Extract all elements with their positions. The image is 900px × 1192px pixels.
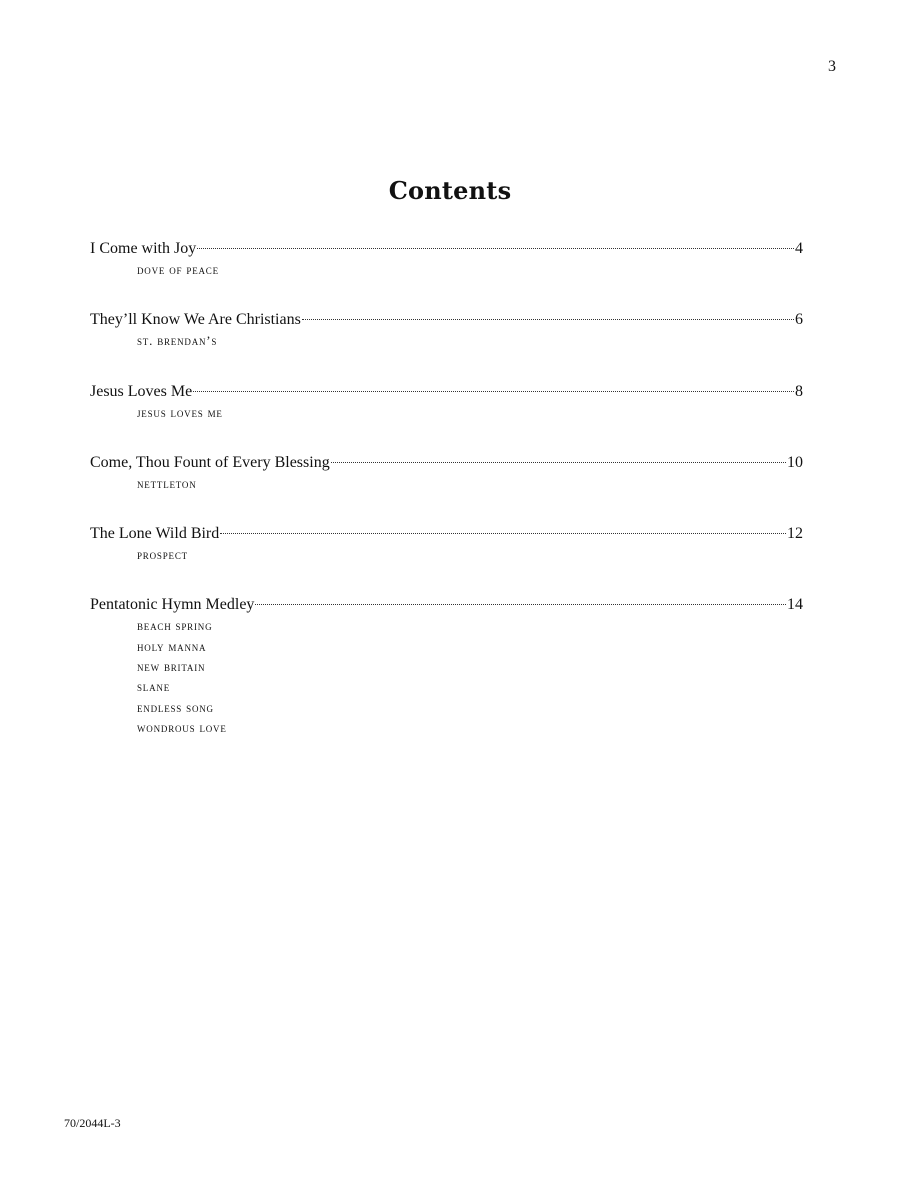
table-of-contents	[90, 238, 803, 767]
tune-name: wondrous love	[137, 719, 227, 735]
tune-list	[137, 331, 803, 351]
toc-entry-line	[90, 309, 803, 331]
toc-entry-page: 14	[787, 596, 803, 614]
tune-name: nettleton	[137, 475, 197, 491]
toc-entry-title: Come, Thou Fount of Every Blessing	[90, 453, 330, 471]
toc-entry	[90, 381, 803, 423]
tune-list	[137, 545, 803, 565]
toc-entry-line	[90, 238, 803, 260]
tune-list	[137, 403, 803, 423]
toc-entry-page: 12	[787, 525, 803, 543]
toc-entry-title: The Lone Wild Bird	[90, 525, 220, 543]
toc-entry	[90, 452, 803, 494]
toc-entry-title: I Come with Joy	[90, 240, 197, 257]
toc-entry-line	[90, 452, 803, 474]
dot-leader	[193, 391, 794, 392]
toc-entry-page: 8	[795, 382, 803, 400]
dot-leader	[220, 533, 786, 534]
tune-name: new britain	[137, 659, 206, 675]
toc-entry-title: Jesus Loves Me	[90, 382, 193, 400]
tune-name: slane	[137, 679, 170, 695]
tune-name: jesus loves me	[137, 404, 223, 420]
toc-entry-line	[90, 381, 803, 403]
toc-entry-line	[90, 523, 803, 545]
toc-entry-page: 6	[795, 311, 803, 329]
tune-name: beach spring	[137, 618, 213, 634]
tune-list	[137, 616, 803, 738]
dot-leader	[197, 248, 794, 249]
tune-name: endless song	[137, 699, 214, 715]
dot-leader	[302, 319, 794, 320]
toc-entry	[90, 523, 803, 565]
toc-entry-title: They’ll Know We Are Christians	[90, 311, 301, 329]
dot-leader	[331, 462, 786, 463]
tune-list	[137, 474, 803, 494]
toc-entry	[90, 238, 803, 280]
toc-entry	[90, 309, 803, 351]
catalog-code: 70/2044L-3	[64, 1116, 121, 1130]
tune-name: dove of peace	[137, 262, 219, 277]
page-number: 3	[828, 58, 836, 75]
toc-entry-title: Pentatonic Hymn Medley	[90, 596, 255, 614]
toc-entry-page: 10	[787, 453, 803, 471]
tune-name: prospect	[137, 547, 188, 563]
toc-entry-page: 4	[795, 240, 803, 257]
toc-entry	[90, 594, 803, 738]
toc-entry-line	[90, 594, 803, 616]
tune-name: holy manna	[137, 638, 207, 654]
contents-title: Contents	[388, 176, 512, 205]
dot-leader	[255, 604, 786, 605]
tune-list	[137, 260, 803, 280]
tune-name: st. brendan’s	[137, 333, 218, 349]
